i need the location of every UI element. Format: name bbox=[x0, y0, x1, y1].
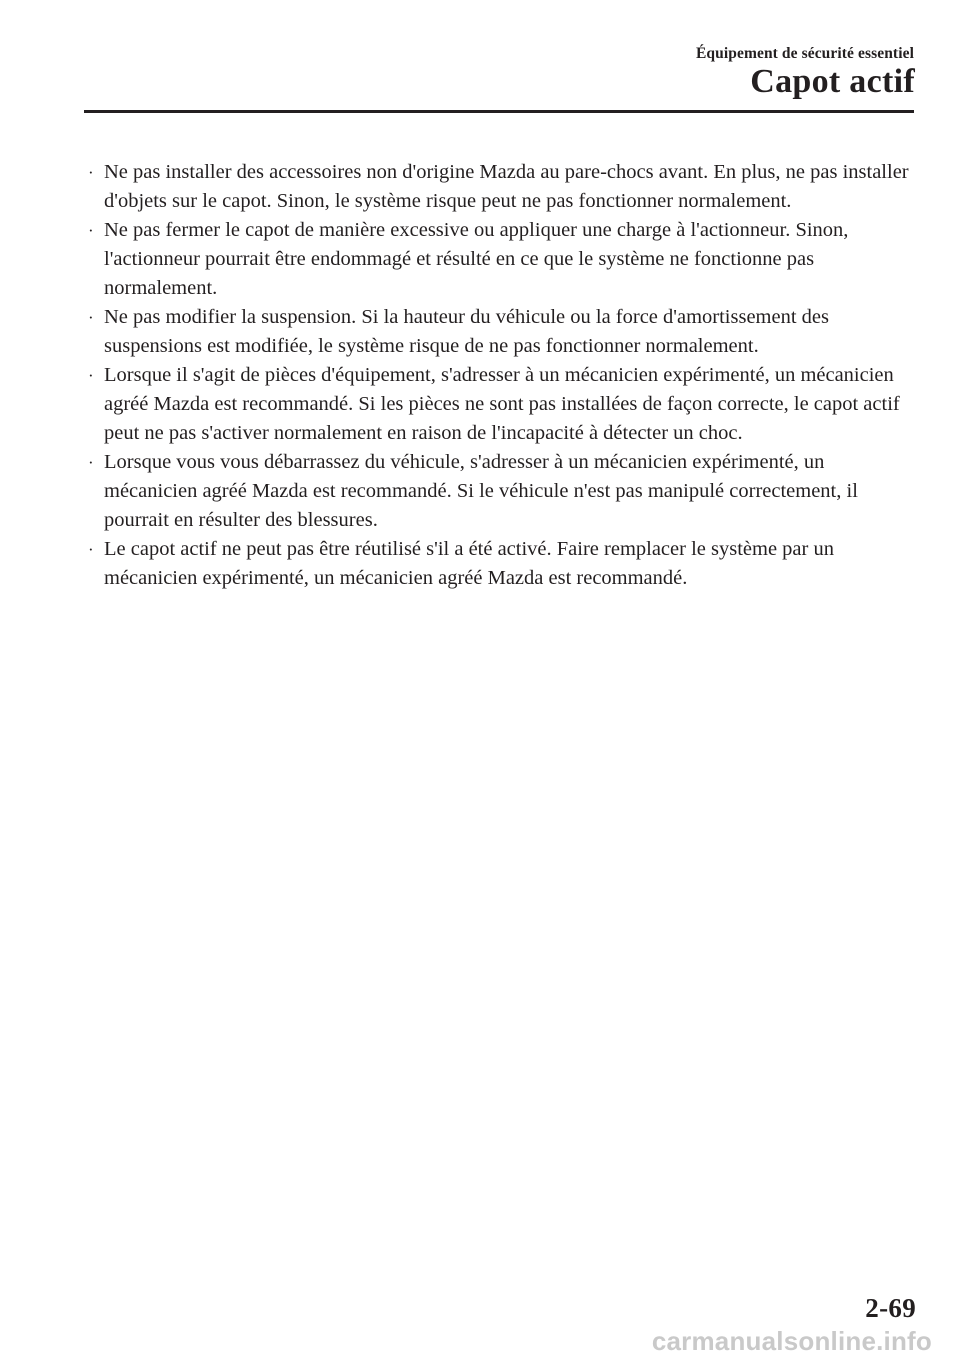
bullet-list bbox=[84, 158, 916, 593]
bullet-text: Ne pas modifier la suspension. Si la hauteur du véhicule ou la force d'amortissement des suspensions est modifiée, le système risque de ne pas fonctionner normalement. bbox=[104, 306, 829, 357]
list-item bbox=[84, 216, 916, 303]
bullet-dot-icon: · bbox=[88, 163, 94, 182]
list-item bbox=[84, 303, 916, 361]
bullet-dot-icon: · bbox=[88, 366, 94, 385]
watermark: carmanualsonline.info bbox=[651, 1326, 932, 1356]
page-title: Capot actif bbox=[750, 63, 915, 100]
bullet-dot-icon: · bbox=[88, 540, 94, 559]
bullet-dot-icon: · bbox=[88, 453, 94, 472]
bullet-text: Lorsque il s'agit de pièces d'équipement, s'adresser à un mécanicien expérimenté, un mécanicien agréé Mazda est recommandé. Si les pièces ne sont pas installées de façon correcte, le capot actif peut ne pas s'activer normalement en raison de l'incapacité à détecter un choc. bbox=[104, 364, 900, 444]
bullet-dot-icon: · bbox=[88, 308, 94, 327]
section-label: Équipement de sécurité essentiel bbox=[695, 45, 914, 62]
bullet-text: Le capot actif ne peut pas être réutilisé s'il a été activé. Faire remplacer le système par un mécanicien expérimenté, un mécanicien agréé Mazda est recommandé. bbox=[104, 538, 834, 589]
bullet-text: Lorsque vous vous débarrassez du véhicule, s'adresser à un mécanicien expérimenté, un mécanicien agréé Mazda est recommandé. Si le véhicule n'est pas manipulé correctement, il pourrait en résulter des blessures. bbox=[104, 451, 858, 531]
header-divider bbox=[84, 110, 914, 113]
list-item bbox=[84, 448, 916, 535]
bullet-dot-icon: · bbox=[88, 221, 94, 240]
page-number: 2-69 bbox=[865, 1293, 916, 1323]
list-item bbox=[84, 158, 916, 216]
bullet-text: Ne pas fermer le capot de manière excessive ou appliquer une charge à l'actionneur. Sinon, l'actionneur pourrait être endommagé et résulté en ce que le système ne fonctionne pas normalement. bbox=[104, 219, 849, 299]
list-item bbox=[84, 535, 916, 593]
list-item bbox=[84, 361, 916, 448]
bullet-text: Ne pas installer des accessoires non d'origine Mazda au pare-chocs avant. En plus, ne pas installer d'objets sur le capot. Sinon, le système risque peut ne pas fonctionner normalement. bbox=[104, 161, 909, 212]
